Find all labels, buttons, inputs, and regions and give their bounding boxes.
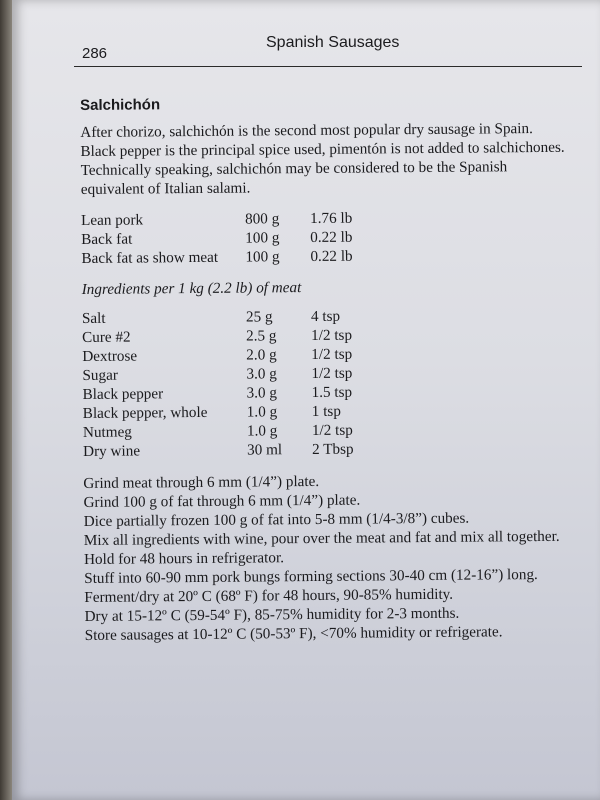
table-row [82, 307, 353, 328]
ingredient-metric: 2.0 g [246, 346, 277, 364]
table-row [81, 209, 352, 230]
ingredient-name: Black pepper, whole [82, 403, 208, 422]
instruction-step: Dice partially frozen 100 g of fat into 5-8 mm (1/4-3/8”) cubes. [83, 509, 470, 530]
ingredient-imperial: 1/2 tsp [311, 345, 353, 363]
instruction-step: Mix all ingredients with wine, pour over the meat and fat and mix all together. [83, 527, 560, 549]
instructions [83, 470, 584, 645]
ingredient-metric: 25 g [245, 308, 273, 326]
page-header [74, 30, 582, 67]
ingredient-metric: 30 ml [247, 441, 283, 459]
intro-line: Black pepper is the principal spice used, pimentón is not added to salchichones. [80, 138, 565, 160]
instruction-step: Grind 100 g of fat through 6 mm (1/4”) plate. [83, 491, 361, 511]
ingredient-imperial: 4 tsp [310, 307, 341, 325]
table-row [82, 326, 353, 347]
instruction-step: Ferment/dry at 20º C (68º F) for 48 hours, 90-85% humidity. [84, 585, 454, 606]
ingredients-heading: Ingredients per 1 kg (2.2 lb) of meat [81, 279, 302, 298]
book-page [12, 0, 600, 800]
intro-line: After chorizo, salchichón is the second most popular dry sausage in Spain. [80, 120, 533, 141]
intro-line: equivalent of Italian salami. [80, 179, 251, 198]
recipe-title: Salchichón [80, 96, 161, 114]
instruction-step: Dry at 15-12º C (59-54º F), 85-75% humidity for 2-3 months. [84, 604, 460, 625]
ingredient-name: Dry wine [83, 442, 141, 460]
ingredient-metric: 1.0 g [246, 422, 278, 440]
ingredient-imperial: 1/2 tsp [311, 326, 353, 344]
table-row [82, 364, 353, 385]
ingredient-name: Nutmeg [82, 423, 132, 441]
ingredient-name: Cure #2 [82, 328, 131, 346]
intro-paragraph [80, 119, 581, 199]
ingredient-imperial: 2 Tbsp [312, 440, 354, 458]
instruction-step: Grind meat through 6 mm (1/4”) plate. [83, 472, 320, 492]
ingredient-name: Black pepper [82, 385, 164, 403]
meat-name: Lean pork [81, 211, 144, 229]
ingredient-name: Sugar [82, 366, 118, 384]
meat-metric: 100 g [245, 248, 280, 266]
intro-line: Technically speaking, salchichón may be considered to be the Spanish [80, 158, 508, 179]
book-binding [0, 0, 12, 800]
meat-metric: 800 g [245, 210, 280, 228]
table-row [83, 440, 354, 461]
ingredient-imperial: 1/2 tsp [311, 421, 353, 439]
ingredient-metric: 2.5 g [246, 327, 277, 345]
instruction-step: Stuff into 60-90 mm pork bungs forming sections 30-40 cm (12-16”) long. [84, 566, 538, 587]
table-row [83, 402, 354, 423]
ingredient-metric: 3.0 g [246, 365, 277, 383]
meat-name: Back fat as show meat [81, 248, 219, 267]
meat-imperial: 0.22 lb [310, 247, 353, 265]
meat-name: Back fat [81, 230, 133, 248]
ingredient-imperial: 1/2 tsp [311, 364, 353, 382]
instruction-step: Store sausages at 10-12º C (50-53º F), <70% humidity or refrigerate. [84, 623, 503, 644]
table-row [83, 421, 354, 442]
table-row [81, 247, 352, 268]
recipe-content [80, 92, 585, 645]
ingredient-imperial: 1 tsp [311, 402, 341, 420]
meat-metric: 100 g [245, 229, 280, 247]
ingredients-table [82, 307, 354, 461]
ingredient-imperial: 1.5 tsp [311, 383, 353, 401]
table-row [82, 345, 353, 366]
ingredient-name: Salt [81, 309, 106, 327]
meats-table [81, 209, 353, 268]
table-row [81, 228, 352, 249]
ingredient-metric: 3.0 g [246, 384, 278, 402]
meat-imperial: 1.76 lb [310, 209, 353, 227]
ingredient-name: Dextrose [82, 347, 138, 365]
ingredient-metric: 1.0 g [246, 403, 278, 421]
meat-imperial: 0.22 lb [310, 228, 353, 246]
running-title: Spanish Sausages [266, 34, 400, 51]
table-row [83, 383, 354, 404]
instruction-step: Hold for 48 hours in refrigerator. [83, 549, 285, 568]
page-number: 286 [82, 45, 108, 62]
